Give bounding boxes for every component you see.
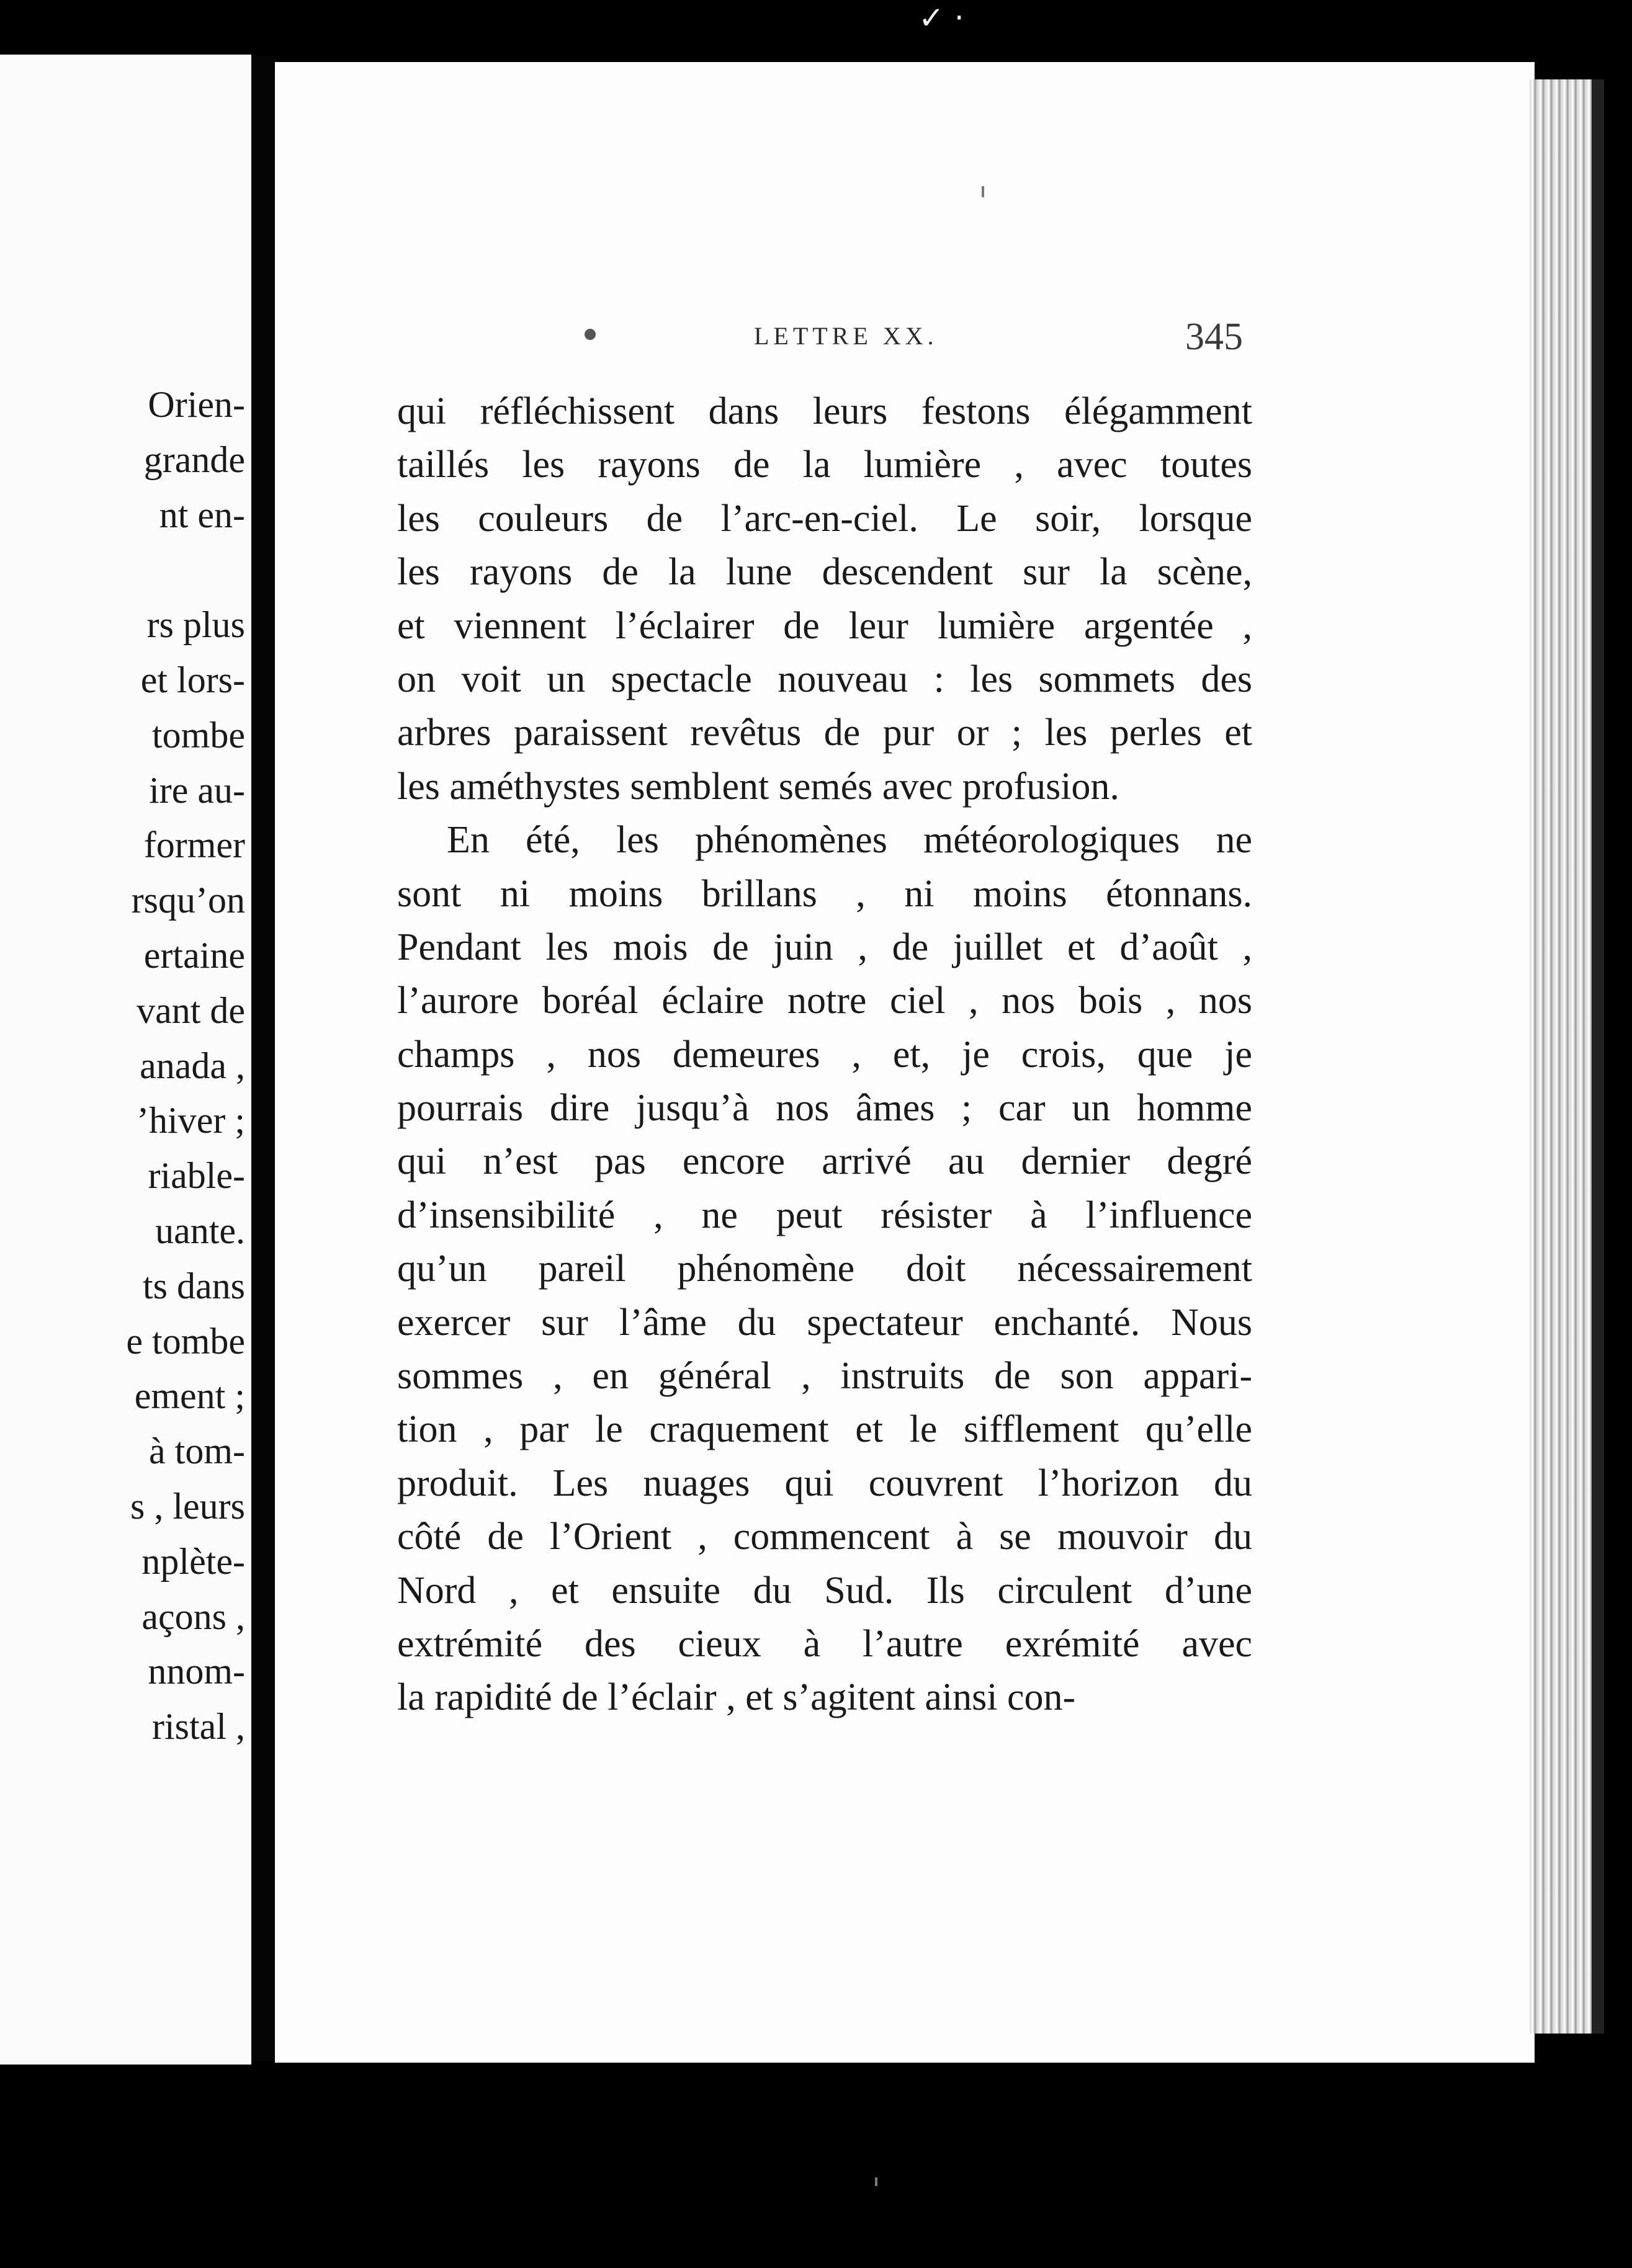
- text-line: l’aurore boréal éclaire notre ciel , nos bois , nos: [397, 980, 1252, 1022]
- page-edges-shadow: [1592, 79, 1604, 2034]
- left-page-line: vant de: [137, 989, 245, 1031]
- left-page-line: nnom-: [148, 1651, 245, 1692]
- left-page-line: e tombe: [126, 1320, 245, 1362]
- left-page-line: ristal ,: [152, 1706, 245, 1748]
- left-page-line: rs plus: [146, 604, 245, 646]
- left-page-line: nt en-: [159, 494, 245, 535]
- text-line: Pendant les mois de juin , de juillet et d’août ,: [397, 926, 1252, 968]
- text-line: qu’un pareil phénomène doit nécessairement: [397, 1248, 1252, 1290]
- text-line: les améthystes semblent semés avec profusion.: [397, 765, 1119, 808]
- text-line: exercer sur l’âme du spectateur enchanté. Nous: [397, 1301, 1252, 1344]
- left-page-line: açons ,: [141, 1596, 245, 1637]
- text-line: sommes , en général , instruits de son appari-: [397, 1355, 1252, 1398]
- page-edges: [1530, 79, 1592, 2034]
- left-page-line: ement ;: [134, 1375, 245, 1417]
- text-line: tion , par le craquement et le sifflement qu’elle: [397, 1408, 1252, 1451]
- left-page-line: Orien-: [148, 384, 245, 425]
- left-page-line: ’hiver ;: [137, 1100, 245, 1141]
- text-line: champs , nos demeures , et, je crois, que je: [397, 1033, 1252, 1076]
- text-line: pourrais dire jusqu’à nos âmes ; car un homme: [397, 1087, 1252, 1130]
- left-page-fragment: [0, 55, 251, 2065]
- left-page-line: tombe: [152, 714, 245, 756]
- text-line: la rapidité de l’éclair , et s’agitent ainsi con-: [397, 1676, 1076, 1719]
- text-line: et viennent l’éclairer de leur lumière argentée ,: [397, 604, 1252, 647]
- left-page-line: uante.: [155, 1210, 245, 1251]
- text-line: En été, les phénomènes météorologiques ne: [447, 819, 1252, 862]
- text-line: Nord , et ensuite du Sud. Ils circulent d’une: [397, 1569, 1252, 1612]
- left-page-line: former: [143, 824, 245, 866]
- text-line: taillés les rayons de la lumière , avec toutes: [397, 444, 1252, 486]
- left-page-line: riable-: [148, 1155, 245, 1197]
- text-line: qui n’est pas encore arrivé au dernier degré: [397, 1140, 1252, 1183]
- text-line: produit. Les nuages qui couvrent l’horizon du: [397, 1462, 1252, 1504]
- text-line: côté de l’Orient , commencent à se mouvoir du: [397, 1516, 1252, 1558]
- page-number: 345: [1185, 316, 1243, 358]
- running-head: LETTRE XX.: [754, 322, 938, 350]
- left-page-text: [126, 377, 245, 1754]
- margin-speck: [982, 186, 984, 197]
- scan-artifact-mark: ✓ ·: [918, 0, 964, 36]
- left-page-line: ts dans: [143, 1265, 245, 1306]
- text-line: on voit un spectacle nouveau : les sommets des: [397, 658, 1252, 700]
- left-page-line: [126, 542, 245, 597]
- left-page-line: nplète-: [141, 1540, 245, 1582]
- text-line: sont ni moins brillans , ni moins étonnans.: [397, 872, 1252, 915]
- running-head-ornament: [585, 329, 596, 340]
- text-line: les couleurs de l’arc-en-ciel. Le soir, lorsque: [397, 497, 1252, 540]
- text-line: qui réfléchissent dans leurs festons élégamment: [397, 390, 1252, 432]
- left-page-line: anada ,: [140, 1045, 245, 1086]
- left-page-line: ire au-: [149, 769, 245, 811]
- text-line: extrémité des cieux à l’autre exrémité avec: [397, 1622, 1252, 1665]
- left-page-line: et lors-: [140, 659, 245, 700]
- text-line: arbres paraissent revêtus de pur or ; les perles et: [397, 712, 1252, 754]
- left-page-line: grande: [143, 439, 245, 480]
- left-page-line: rsqu’on: [131, 880, 245, 921]
- left-page-line: ertaine: [143, 934, 245, 976]
- left-page-line: à tom-: [149, 1431, 245, 1472]
- text-line: d’insensibilité , ne peut résister à l’influence: [397, 1194, 1252, 1236]
- margin-speck: [875, 2177, 877, 2186]
- book-gutter: [251, 56, 275, 2061]
- body-text: [397, 385, 1252, 1725]
- text-line: les rayons de la lune descendent sur la scène,: [397, 551, 1252, 594]
- left-page-line: s , leurs: [130, 1485, 245, 1527]
